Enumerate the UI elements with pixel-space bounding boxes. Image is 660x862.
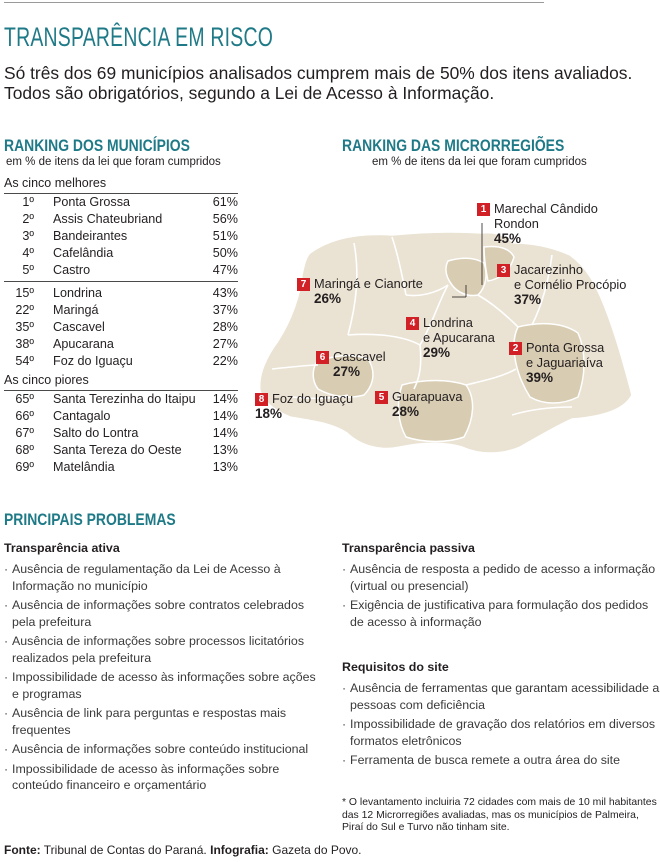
municipality-pct: 13% bbox=[212, 459, 238, 474]
transparencia-ativa bbox=[4, 541, 322, 797]
problem-item: · Ausência de regulamentação da Lei de Acesso à Informação no município bbox=[4, 561, 322, 594]
source-label: Fonte: bbox=[4, 843, 41, 857]
region-name: Londrina bbox=[423, 315, 473, 330]
site-list bbox=[342, 680, 660, 769]
region-pct: 39% bbox=[526, 370, 554, 385]
municipality-pct: 13% bbox=[212, 442, 238, 457]
problem-item: · Impossibilidade de acesso às informações sobre conteúdo financeiro e orçamentário bbox=[4, 761, 322, 794]
region-name: Jacarezinho bbox=[514, 262, 584, 277]
rank-position: 69º bbox=[15, 459, 34, 474]
region-name: e Apucarana bbox=[423, 330, 495, 345]
region-name: Guarapuava bbox=[392, 389, 463, 404]
ranking-row bbox=[4, 194, 238, 211]
region-pct: 37% bbox=[514, 292, 542, 307]
rank-position: 22º bbox=[15, 302, 34, 317]
ranking-row bbox=[4, 262, 238, 279]
problem-item: · Ausência de ferramentas que garantam acessibilidade a pessoas com deficiência bbox=[342, 680, 660, 713]
municipality-pct: 14% bbox=[212, 392, 238, 406]
page-subtitle: Só três dos 69 municípios analisados cumprem mais de 50% dos itens avaliados. Todos são obrigatórios, segundo a Lei de Acesso à Informação. bbox=[4, 63, 633, 103]
problem-item: · Impossibilidade de gravação dos relatórios em diversos formatos eletrônicos bbox=[342, 716, 660, 749]
region-name: Rondon bbox=[494, 216, 539, 231]
region-badge: 7 bbox=[297, 278, 310, 291]
municipality-pct: 51% bbox=[212, 228, 238, 243]
rank-position: 68º bbox=[15, 442, 34, 457]
region-name: e Cornélio Procópio bbox=[514, 277, 627, 292]
region-pct: 18% bbox=[255, 406, 283, 421]
municipality-pct: 28% bbox=[212, 319, 238, 334]
ranking-row bbox=[4, 319, 238, 336]
map-label-region-6 bbox=[316, 349, 386, 379]
region-pct: 28% bbox=[392, 404, 420, 419]
region-name: e Jaguariaíva bbox=[526, 355, 603, 370]
best-label: As cinco melhores bbox=[4, 176, 107, 190]
municipality-name: Castro bbox=[53, 262, 91, 277]
municipality-pct: 47% bbox=[212, 262, 238, 277]
ranking-row bbox=[4, 408, 238, 425]
municipality-name: Matelândia bbox=[53, 459, 115, 474]
problem-item: · Ausência de resposta a pedido de acesso a informação (virtual ou presencial) bbox=[342, 561, 660, 594]
region-badge: 2 bbox=[509, 342, 522, 355]
municipios-subtitle: em % de itens da lei que foram cumpridos bbox=[6, 156, 221, 168]
source-line bbox=[4, 843, 362, 857]
worst-list bbox=[4, 391, 238, 475]
map-label-region-4 bbox=[406, 315, 495, 360]
source-value: Tribunal de Contas do Paraná. bbox=[40, 843, 211, 857]
region-badge: 5 bbox=[375, 391, 388, 404]
map-label-region-3 bbox=[497, 262, 626, 307]
ranking-row bbox=[4, 459, 238, 476]
ativa-list bbox=[4, 561, 322, 794]
problem-item: · Ferramenta de busca remete a outra área do site bbox=[342, 752, 660, 769]
rank-position: 1º bbox=[22, 195, 34, 209]
rank-position: 38º bbox=[15, 336, 34, 351]
infographic-label: Infografia: bbox=[210, 843, 269, 857]
rank-position: 35º bbox=[15, 319, 34, 334]
ranking-row bbox=[4, 302, 238, 319]
problem-item: · Ausência de link para perguntas e respostas mais frequentes bbox=[4, 705, 322, 738]
region-badge: 3 bbox=[497, 264, 510, 277]
region-pct: 27% bbox=[333, 364, 361, 379]
municipality-name: Assis Chateubriand bbox=[53, 211, 163, 226]
municipality-name: Bandeirantes bbox=[53, 228, 128, 243]
municipality-pct: 37% bbox=[212, 302, 238, 317]
problem-item: · Exigência de justificativa para formulação dos pedidos de acesso à informação bbox=[342, 597, 660, 630]
rank-position: 65º bbox=[15, 392, 34, 406]
passiva-list bbox=[342, 561, 660, 630]
map-label-region-5 bbox=[375, 389, 462, 419]
municipality-pct: 61% bbox=[212, 195, 238, 209]
region-name: Marechal Cândido bbox=[494, 201, 598, 216]
ranking-row bbox=[4, 228, 238, 245]
municipality-name: Santa Terezinha do Itaipu bbox=[53, 392, 196, 406]
middle-list bbox=[4, 285, 238, 369]
rank-position: 15º bbox=[15, 286, 34, 300]
municipality-name: Apucarana bbox=[53, 336, 114, 351]
problem-item: · Ausência de informações sobre conteúdo institucional bbox=[4, 741, 322, 758]
rank-position: 5º bbox=[22, 262, 34, 277]
municipality-name: Santa Tereza do Oeste bbox=[53, 442, 182, 457]
municipality-pct: 56% bbox=[212, 211, 238, 226]
footnote: * O levantamento incluiria 72 cidades com mais de 10 mil habitantes das 12 Microrregiões avaliadas, mas os municípios de Palmeira, Piraí do Sul e Turvo não tinham site. bbox=[342, 797, 657, 833]
municipality-name: Cafelândia bbox=[53, 245, 114, 260]
page-title: TRANSPARÊNCIA EM RISCO bbox=[4, 22, 274, 52]
municipality-pct: 22% bbox=[212, 353, 238, 368]
rank-position: 2º bbox=[22, 211, 34, 226]
ativa-title: Transparência ativa bbox=[4, 541, 120, 555]
top-rule bbox=[4, 2, 544, 3]
passiva-title: Transparência passiva bbox=[342, 541, 475, 555]
ranking-row bbox=[4, 285, 238, 302]
ranking-row bbox=[4, 425, 238, 442]
map-label-region-1 bbox=[477, 201, 598, 246]
municipality-name: Foz do Iguaçu bbox=[53, 353, 133, 368]
microrregioes-title: RANKING DAS MICRORREGIÕES bbox=[342, 136, 565, 155]
ranking-row bbox=[4, 353, 238, 370]
region-badge: 6 bbox=[316, 351, 329, 364]
ranking-row bbox=[4, 442, 238, 459]
municipality-name: Cantagalo bbox=[53, 408, 111, 423]
map-label-region-2 bbox=[509, 340, 604, 385]
ranking-row bbox=[4, 211, 238, 228]
problem-item: · Impossibilidade de acesso às informações sobre ações e programas bbox=[4, 669, 322, 702]
region-badge: 4 bbox=[406, 317, 419, 330]
region-pct: 45% bbox=[494, 231, 522, 246]
municipality-pct: 14% bbox=[212, 425, 238, 440]
municipality-name: Londrina bbox=[53, 286, 103, 300]
municipality-name: Salto do Lontra bbox=[53, 425, 139, 440]
ranking-row bbox=[4, 245, 238, 262]
municipality-pct: 50% bbox=[212, 245, 238, 260]
rank-position: 54º bbox=[15, 353, 34, 368]
worst-label: As cinco piores bbox=[4, 373, 89, 387]
municipality-name: Cascavel bbox=[53, 319, 105, 334]
transparencia-passiva bbox=[342, 541, 660, 633]
problem-item: · Ausência de informações sobre processos licitatórios realizados pela prefeitura bbox=[4, 633, 322, 666]
region-name: Foz do Iguaçu bbox=[272, 391, 354, 406]
infographic-value: Gazeta do Povo. bbox=[268, 843, 362, 857]
rank-position: 4º bbox=[22, 245, 34, 260]
rank-position: 67º bbox=[15, 425, 34, 440]
region-pct: 26% bbox=[314, 291, 342, 306]
map-label-region-7 bbox=[297, 276, 423, 306]
best-list bbox=[4, 194, 238, 278]
ranking-row bbox=[4, 336, 238, 353]
microrregioes-subtitle: em % de itens da lei que foram cumpridos bbox=[372, 156, 587, 168]
municipality-pct: 43% bbox=[212, 286, 238, 300]
problem-item: · Ausência de informações sobre contratos celebrados pela prefeitura bbox=[4, 597, 322, 630]
region-pct: 29% bbox=[423, 345, 451, 360]
region-name: Maringá e Cianorte bbox=[314, 276, 423, 291]
map-label-region-8 bbox=[255, 391, 353, 421]
region-name: Cascavel bbox=[333, 349, 386, 364]
ranking-row bbox=[4, 391, 238, 408]
municipality-pct: 27% bbox=[212, 336, 238, 351]
municipios-title: RANKING DOS MUNICÍPIOS bbox=[4, 136, 190, 155]
municipality-name: Ponta Grossa bbox=[53, 195, 131, 209]
region-badge: 8 bbox=[255, 393, 268, 406]
site-title: Requisitos do site bbox=[342, 660, 449, 674]
region-name: Ponta Grossa bbox=[526, 340, 605, 355]
rank-position: 3º bbox=[22, 228, 34, 243]
municipality-pct: 14% bbox=[212, 408, 238, 423]
municipality-name: Maringá bbox=[53, 302, 99, 317]
problemas-title: PRINCIPAIS PROBLEMAS bbox=[4, 510, 176, 529]
rank-position: 66º bbox=[15, 408, 34, 423]
region-badge: 1 bbox=[477, 203, 490, 216]
requisitos-site bbox=[342, 660, 660, 772]
divider bbox=[4, 281, 238, 282]
